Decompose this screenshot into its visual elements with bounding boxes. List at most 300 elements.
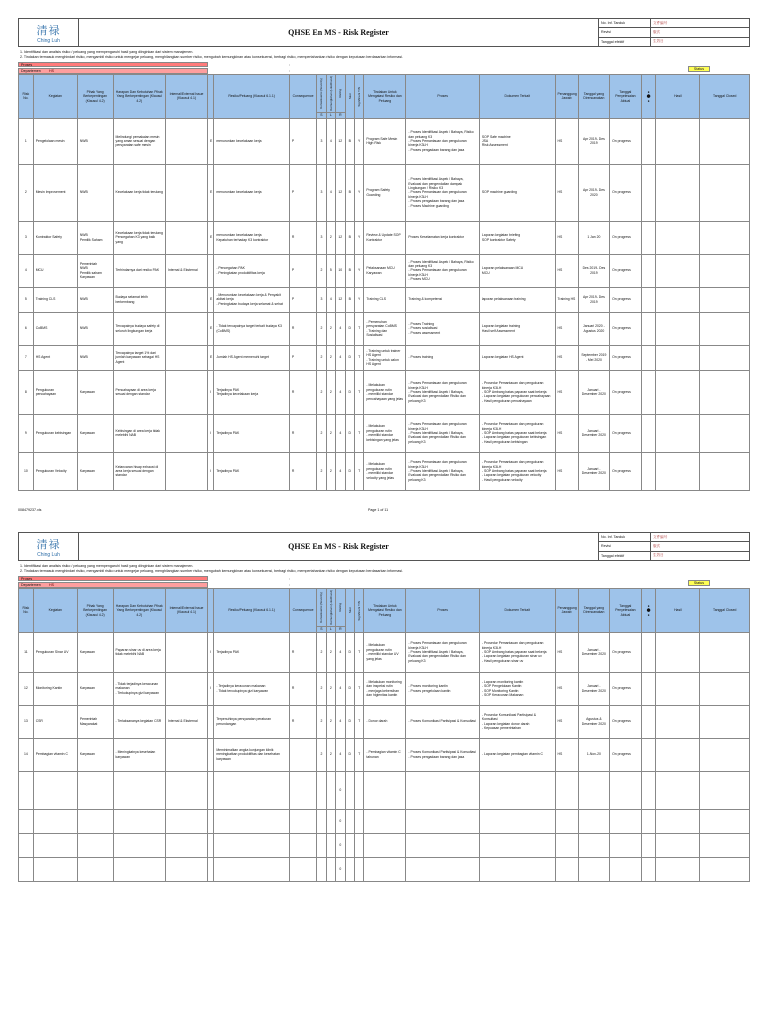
cell-empty: [555, 809, 578, 833]
cell-empty: [317, 857, 326, 881]
departemen-field: Departemen HS: [18, 68, 208, 74]
cell-mark: I: [208, 414, 214, 452]
cell-harapan: Budaya selamat lebih berkembang: [113, 287, 166, 312]
cell-tindakan: - Melakukan monitoring dan inspeksi rutin - menjaga kebersihan dan higienitas kantin: [364, 672, 406, 705]
cell-cons: P: [289, 287, 316, 312]
cell-r: 4: [336, 672, 345, 705]
cell-rencana: Januari - Desember 2020: [578, 632, 610, 672]
cell-mark: E: [208, 345, 214, 370]
cell-kegiatan: CoBMS: [33, 312, 77, 345]
cell-isu: [166, 632, 208, 672]
cell-pihak: Karyawan: [77, 414, 113, 452]
cell-no: 4: [19, 254, 34, 287]
cell-s: 2: [317, 705, 326, 738]
cell-no: 11: [19, 632, 34, 672]
cell-k: D: [345, 632, 354, 672]
cell-no: 7: [19, 345, 34, 370]
cell-empty: [700, 254, 750, 287]
cell-pj: HS: [555, 164, 578, 221]
table-row: [19, 118, 750, 164]
cell-empty: [700, 738, 750, 771]
table-row: [19, 738, 750, 771]
document-header-2: [18, 532, 750, 561]
cell-sig: T: [354, 414, 363, 452]
cell-k: B: [345, 221, 354, 254]
cell-rencana: 1-Nov-20: [578, 738, 610, 771]
risk-register-sheet-2: [18, 532, 750, 882]
cell-empty: [113, 771, 166, 809]
cell-no: 8: [19, 370, 34, 414]
cell-empty: [641, 254, 656, 287]
cell-dokumen: - Laporan monitoring kantin - SOP Pengelolaan Kantin - SOP Monitoring Kantin - SOP Keracunan Makanan: [479, 672, 555, 705]
cell-empty: [113, 857, 166, 881]
cell-harapan: Tercapainya target 1% dari jumlah karyawan sebagai HS Agent: [113, 345, 166, 370]
cell-r: 10: [336, 254, 345, 287]
cell-empty: [479, 833, 555, 857]
cell-empty: [700, 809, 750, 833]
cell-mark: E: [208, 221, 214, 254]
cell-sig: Y: [354, 254, 363, 287]
cell-r: 12: [336, 287, 345, 312]
cell-dokumen: SOP Safe machine JSA Risk Assessment: [479, 118, 555, 164]
cell-tindakan: - Melakukan pengukuran rutin - memiliki standar kebisingan yang jelas: [364, 414, 406, 452]
cell-aktual: On progress: [610, 672, 642, 705]
table-row: [19, 254, 750, 287]
cell-l: 4: [326, 164, 335, 221]
cell-l: 4: [326, 287, 335, 312]
cell-l: 5: [326, 254, 335, 287]
cell-proses: - Proses Identifikasi Aspek / Bahaya, Risiko dan peluang K3 - Proses Pemantauan dan pengukuran kinerja K3LH - Proses pengadaan barang dan jasa: [406, 118, 480, 164]
cell-empty: [289, 771, 316, 809]
cell-cons: R: [289, 672, 316, 705]
cell-pj: Training HS: [555, 287, 578, 312]
cell-harapan: Kecelakaan kerja tidak terulang: [113, 164, 166, 221]
cell-proses: - Proses Pemantauan dan pengukuran kinerja K3LH - Proses Identifikasi Aspek / Bahaya, Evaluasi dan pengendalian Risiko dan peluang K3: [406, 370, 480, 414]
cell-s: 3: [317, 164, 326, 221]
cell-k: D: [345, 672, 354, 705]
cell-harapan: Pencahayaan di area kerja sesuai dengan standar: [113, 370, 166, 414]
cell-pihak: Karyawan: [77, 452, 113, 490]
cell-empty: [656, 452, 700, 490]
cell-sig: T: [354, 738, 363, 771]
cell-dokumen: Laporan kegiatan training Hasil self Assessment: [479, 312, 555, 345]
cell-empty: [700, 221, 750, 254]
cell-proses: - Proses training: [406, 345, 480, 370]
notes-2: 1. Identifikasi dan analisis risiko / peluang yang mempengaruhi hasil yang diinginkan dari sistem manajemen. 2. Tindakan termasuk menghindari risiko, mengambil risiko untuk mengejar peluang, menghilangkan sumber risiko, mengubah kemungkinan atau konsekuensi, berbagi risiko, mempertahankan risiko dengan keputusan berdasarkan informasi.: [20, 564, 403, 573]
cell-kegiatan: Pengelolaan mesin: [33, 118, 77, 164]
cell-dokumen: SOP machine guarding: [479, 164, 555, 221]
cell-empty: [166, 771, 208, 809]
table-row: [19, 287, 750, 312]
cell-k: D: [345, 452, 354, 490]
cell-empty: [641, 705, 656, 738]
cell-dokumen: - Prosedur Pemantauan dan pengukuran kinerja K3LH - SOP Ambang batas paparan saat bekerja - Laporan kegiatan pengukuran kebisingan - Hasil pengukuran kebisingan: [479, 414, 555, 452]
cell-s: 2: [317, 345, 326, 370]
cell-empty: [641, 632, 656, 672]
cell-empty: [700, 705, 750, 738]
cell-isu: [166, 164, 208, 221]
cell-mark: E: [208, 118, 214, 164]
cell-cons: R: [289, 705, 316, 738]
cell-pihak: Karyawan: [77, 738, 113, 771]
cell-no: 3: [19, 221, 34, 254]
cell-risiko: menurunkan kecelakaan kerja: [214, 164, 290, 221]
cell-empty: [641, 809, 656, 833]
cell-empty: [19, 833, 34, 857]
table-row: [19, 312, 750, 345]
cell-empty: [700, 164, 750, 221]
cell-isu: [166, 370, 208, 414]
cell-aktual: On progress: [610, 370, 642, 414]
cell-empty: [700, 632, 750, 672]
cell-dokumen: - Prosedur Pemantauan dan pengukuran kinerja K3LH - SOP Ambang batas paparan saat bekerja - Laporan kegiatan pengukuran velocity - Hasil pengukuran velocity: [479, 452, 555, 490]
cell-cons: P: [289, 345, 316, 370]
cell-empty: [19, 857, 34, 881]
cell-aktual: On progress: [610, 345, 642, 370]
cell-cons: P: [289, 118, 316, 164]
cell-l: 2: [326, 414, 335, 452]
cell-kegiatan: CSR: [33, 705, 77, 738]
cell-pihak: Karyawan: [77, 632, 113, 672]
cell-tindakan: Review & Update SOP Kontraktor: [364, 221, 406, 254]
cell-empty: [578, 809, 610, 833]
cell-cons: P: [289, 254, 316, 287]
cell-dokumen: Laporan kegiatan briefing SOP kontraktor Safety: [479, 221, 555, 254]
document-meta-2: No. Inf. Tanduk 文件编号 Revisi 版次 Tanggal efektif 生效日: [599, 533, 749, 560]
cell-kegiatan: Mesin Improvement: [33, 164, 77, 221]
cell-aktual: On progress: [610, 254, 642, 287]
table-row: [19, 452, 750, 490]
cell-isu: [166, 672, 208, 705]
cell-empty: [345, 833, 354, 857]
status-icon-column: ● ⬤ ●: [641, 75, 656, 119]
cell-l: 2: [326, 452, 335, 490]
cell-k: D: [345, 705, 354, 738]
cell-k: B: [345, 287, 354, 312]
cell-empty: [214, 857, 290, 881]
cell-empty: [610, 833, 642, 857]
cell-empty: [479, 857, 555, 881]
cell-k: D: [345, 312, 354, 345]
cell-kegiatan: Pembagian vitamin C: [33, 738, 77, 771]
cell-empty: [33, 833, 77, 857]
cell-mark: I: [208, 672, 214, 705]
cell-empty: [656, 833, 700, 857]
company-logo-2: 清禄 Ching Luh: [19, 533, 79, 560]
cell-empty: [166, 833, 208, 857]
cell-empty: [656, 221, 700, 254]
cell-pj: HS: [555, 221, 578, 254]
cell-l: 2: [326, 221, 335, 254]
cell-proses: Proses Keselamatan kerja kontraktor: [406, 221, 480, 254]
cell-empty: [289, 833, 316, 857]
cell-empty: [656, 857, 700, 881]
cell-tindakan: - Melakukan pengukuran rutin - memiliki standar pencahayaan yang jelas: [364, 370, 406, 414]
cell-isu: [166, 312, 208, 345]
cell-empty: 0: [336, 857, 345, 881]
cell-pihak: Karyawan: [77, 370, 113, 414]
cell-aktual: On progress: [610, 118, 642, 164]
cell-empty: [700, 672, 750, 705]
cell-k: D: [345, 414, 354, 452]
cell-empty: [406, 833, 480, 857]
cell-isu: Internal & Eksternal: [166, 254, 208, 287]
cell-empty: [641, 672, 656, 705]
company-logo: 清禄 Ching Luh: [19, 19, 79, 46]
table-row: [19, 370, 750, 414]
cell-empty: [641, 833, 656, 857]
cell-empty: [345, 857, 354, 881]
cell-empty: [214, 809, 290, 833]
cell-empty: [700, 118, 750, 164]
cell-tindakan: Training CLS: [364, 287, 406, 312]
cell-isu: [166, 345, 208, 370]
cell-empty: [641, 287, 656, 312]
cell-harapan: - Terlaksananya kegiatan CSR: [113, 705, 166, 738]
cell-kegiatan: Pengukuran Velocity: [33, 452, 77, 490]
cell-empty: [700, 857, 750, 881]
cell-empty: [555, 771, 578, 809]
cell-rencana: Apr 2019- Des 2019: [578, 118, 610, 164]
cell-empty: [578, 857, 610, 881]
cell-tindakan: - Training untuk trainer HS Agent - Training untuk calon HS Agent: [364, 345, 406, 370]
cell-empty: 0: [336, 771, 345, 809]
cell-dokumen: - Prosedur Pemantauan dan pengukuran kinerja K3LH - SOP Ambang batas paparan saat bekerja - Laporan kegiatan pengukuran sinar uv - Hasil pengukuran sinar uv: [479, 632, 555, 672]
cell-isu: [166, 221, 208, 254]
table-row: [19, 632, 750, 672]
cell-empty: [33, 809, 77, 833]
cell-empty: [326, 809, 335, 833]
cell-aktual: On progress: [610, 705, 642, 738]
cell-empty: [33, 771, 77, 809]
cell-empty: [656, 312, 700, 345]
cell-harapan: Paparan sinar uv di area kerja tidak melebihi NAB: [113, 632, 166, 672]
cell-empty: [354, 771, 363, 809]
cell-pj: HS: [555, 118, 578, 164]
cell-isu: Internal & Eksternal: [166, 705, 208, 738]
cell-pj: HS: [555, 632, 578, 672]
cell-l: 2: [326, 705, 335, 738]
cell-aktual: On progress: [610, 452, 642, 490]
cell-empty: [364, 771, 406, 809]
cell-s: 2: [317, 632, 326, 672]
cell-dokumen: Laporan kegiatan HS Agent: [479, 345, 555, 370]
cell-k: B: [345, 254, 354, 287]
table-row: [19, 345, 750, 370]
cell-empty: [214, 771, 290, 809]
status-legend: Status: [688, 66, 710, 72]
cell-dokumen: laporan pelaksanaan training: [479, 287, 555, 312]
cell-harapan: Kecelakaan kerja tidak terulang Pencegahan K3 yang baik yang: [113, 221, 166, 254]
cell-mark: I: [208, 632, 214, 672]
cell-no: 14: [19, 738, 34, 771]
cell-empty: [656, 672, 700, 705]
cell-empty: [326, 771, 335, 809]
cell-no: 10: [19, 452, 34, 490]
cell-kegiatan: Pengukuran pencahayaan: [33, 370, 77, 414]
filter-bar-2: Proses Departemen HS : : Status: [18, 576, 750, 588]
cell-sig: T: [354, 452, 363, 490]
cell-empty: [641, 221, 656, 254]
cell-s: 3: [317, 118, 326, 164]
cell-empty: [641, 164, 656, 221]
notes: 1. Identifikasi dan analisis risiko / peluang yang mempengaruhi hasil yang diinginkan dari sistem manajemen. 2. Tindakan termasuk menghindari risiko, mengambil risiko untuk mengejar peluang, menghilangkan sumber risiko, mengubah kemungkinan atau konsekuensi, berbagi risiko, mempertahankan risiko dengan keputusan berdasarkan informasi.: [20, 50, 403, 59]
document-title-2: QHSE En MS - Risk Register: [79, 533, 599, 560]
cell-cons: R: [289, 370, 316, 414]
table-row: [19, 705, 750, 738]
cell-harapan: Melindungi pemakaian mesin yang aman sesuai dengan persyaratan safe mesin: [113, 118, 166, 164]
cell-tindakan: - Donor darah: [364, 705, 406, 738]
cell-s: 2: [317, 414, 326, 452]
cell-mark: E: [208, 287, 214, 312]
cell-tindakan: - Pemenuhan persyaratan CoBMS - Training dan Sosialisasi: [364, 312, 406, 345]
cell-l: 2: [326, 370, 335, 414]
cell-isu: [166, 738, 208, 771]
cell-empty: [555, 857, 578, 881]
cell-empty: [610, 809, 642, 833]
cell-empty: [479, 809, 555, 833]
cell-isu: [166, 414, 208, 452]
cell-cons: [289, 738, 316, 771]
cell-harapan: - Meningkatnya kesehatan karyawan: [113, 738, 166, 771]
cell-pj: HS: [555, 312, 578, 345]
cell-empty: [700, 414, 750, 452]
cell-empty: [326, 857, 335, 881]
cell-pihak: NWB: [77, 287, 113, 312]
page-footer: 008479237.xls Page 1 of 11: [18, 508, 389, 512]
cell-empty: [641, 771, 656, 809]
cell-empty: [656, 345, 700, 370]
cell-proses: - Proses Komunikasi Partisipasi & Konsultasi - Proses pengadaan barang dan jasa: [406, 738, 480, 771]
cell-risiko: Terjadinya PAK: [214, 632, 290, 672]
cell-kegiatan: Kontraktor Safety: [33, 221, 77, 254]
cell-risiko: menurunkan kecelakaan kerja Kepatuhan terhadap K3 kontraktor: [214, 221, 290, 254]
cell-tindakan: - Melakukan pengukuran rutin - memiliki standar velocity yang jelas: [364, 452, 406, 490]
cell-empty: [317, 771, 326, 809]
cell-empty: [610, 857, 642, 881]
cell-no: 13: [19, 705, 34, 738]
table-row-empty: [19, 809, 750, 833]
cell-mark: E: [208, 312, 214, 345]
cell-empty: [610, 771, 642, 809]
cell-pj: HS: [555, 452, 578, 490]
cell-sig: Y: [354, 164, 363, 221]
cell-pj: HS: [555, 254, 578, 287]
cell-proses: - Proses Identifikasi Aspek / Bahaya, Evaluasi dan pengendalian dampak Lingkungan / Risiko K3 - Proses Pemantauan dan pengukuran kinerja K3LH - Proses pengadaan barang dan jasa - Proses Machine guarding: [406, 164, 480, 221]
cell-risiko: - Terjadinya keracunan makanan - Tidak tercukupinya gizi karyawan: [214, 672, 290, 705]
cell-risiko: Jumlah HS Agent memenuhi target: [214, 345, 290, 370]
cell-sig: T: [354, 632, 363, 672]
cell-proses: Training & kompetensi: [406, 287, 480, 312]
cell-rencana: Apr 2019- Des 2019: [578, 287, 610, 312]
cell-harapan: - Tidak terjadinya keracunan makanan - Terkukupinya gizi karyawan: [113, 672, 166, 705]
cell-rencana: September 2019 - Mei 2020: [578, 345, 610, 370]
cell-harapan: Kelancaran hisap exhaust di area kerja sesuai dengan standar: [113, 452, 166, 490]
cell-no: 6: [19, 312, 34, 345]
cell-k: D: [345, 738, 354, 771]
cell-empty: [656, 370, 700, 414]
cell-empty: [700, 312, 750, 345]
cell-empty: [354, 857, 363, 881]
table-row-empty: [19, 771, 750, 809]
cell-pj: HS: [555, 672, 578, 705]
cell-empty: [77, 857, 113, 881]
cell-k: B: [345, 118, 354, 164]
cell-dokumen: - Prosedur Komunikasi Partisipasi & Konsultasi - Laporan kegiatan donor darah - Kepuasan pemerintahan: [479, 705, 555, 738]
cell-empty: [326, 833, 335, 857]
cell-empty: [406, 771, 480, 809]
cell-harapan: Tercapainya budaya safety di seluruh lingkungan kerja: [113, 312, 166, 345]
cell-k: D: [345, 345, 354, 370]
cell-risiko: - Pencegahan PAK - Peningkatan produktifitas kerja: [214, 254, 290, 287]
risk-table-2: Risk No. Kegiatan Pihak Yang Berkepentingan (Klausul 4.2) Harapan Dan Kebutuhan Pihak Yang Berkepentingan (Klausul 4.2) Internal/External Issue (Klausul 4.1) Resiko/Peluang (Klausul 6.1.1) Consequence Konsekuensi (Severity) Kemungkinan (Likelihood) Rating Skor Significant Y/N Tindakan Untuk Mengatasi Resiko dan Peluang Proses Dokumen Terkait Penanggung Jawab Tanggal yang Direncanakan Tanggal Penyelesaian Aktual ● ⬤ ● Hasil Tanggal Closed S L R 11 Pengukuran Sinar UV Karyawan Paparan sinar uv di area kerja tidak melebihi NAB I Terjadinya PAK R 2 2 4 D T - Melakukan pengukuran rutin - memiliki standar UV yang jelas - Proses Pemantauan dan pengukuran kinerja K3LH - Proses Identifikasi Aspek / Bahaya, Evaluasi dan pengendalian Risiko dan peluang K3 - Prosedur Pemantauan dan pengukuran kinerja K3LH - SOP Ambang batas paparan saat bekerja - Laporan kegiatan pengukuran sinar uv - Hasil pengukuran sinar uv HS Januari - Desember 2020 On progress 12 Monitoring Kantin Karyawan - Tidak terjadinya keracunan makanan - Terkukupinya gizi karyawan I - Terjadinya keracunan makanan - Tidak tercukupinya gizi karyawan R 2 2 4 D T - Melakukan monitoring dan inspeksi rutin - menjaga kebersihan dan higienitas kantin - Proses monitoring kantin - Proses pengelolaan kantin - Laporan monitoring kantin - SOP Pengelolaan Kantin - SOP Monitoring Kantin - SOP Keracunan Makanan HS Januari - Desember 2020 On progress 13 CSR Pemerintah Masyarakat - Terlaksananya kegiatan CSR Internal & Eksternal Terpenuhinya persyaratan peraturan perundangan R 2 2 4 D T - Donor darah - Proses Komunikasi Partisipasi & Konsultasi - Prosedur Komunikasi Partisipasi & Konsultasi - Laporan kegiatan donor darah - Kepuasan pemerintahan HS Agustus & Desember 2020 On progress 14 Pembagian vitamin C Karyawan - Meningkatnya kesehatan karyawan Meminimalkan angka kunjungan klinik meningkatkan produktifitas dan kesehatan karyawan 2 2 4 D T - Pembagian vitamin C tahunan - Proses Komunikasi Partisipasi & Konsultasi - Proses pengadaan barang dan jasa - Laporan kegiatan pembagian vitamin C HS 1-Nov-20 On progress 0 0 0 0: [18, 588, 750, 882]
cell-tindakan: Program Safe Mesin High Risk: [364, 118, 406, 164]
cell-r: 4: [336, 414, 345, 452]
cell-cons: R: [289, 452, 316, 490]
cell-mark: I: [208, 452, 214, 490]
cell-l: 4: [326, 118, 335, 164]
cell-aktual: On progress: [610, 738, 642, 771]
cell-no: 5: [19, 287, 34, 312]
cell-s: 2: [317, 254, 326, 287]
cell-s: 3: [317, 221, 326, 254]
cell-pihak: NWB: [77, 118, 113, 164]
cell-empty: [656, 632, 700, 672]
document-meta: No. Inf. Tanduk 文件编号 Revisi 版次 Tanggal efektif 生效日: [599, 19, 749, 46]
cell-empty: [656, 771, 700, 809]
cell-empty: [19, 771, 34, 809]
cell-risiko: - Tidak tercapainya target terkait budaya K3 (CoBMS): [214, 312, 290, 345]
cell-dokumen: - Laporan kegiatan pembagian vitamin C: [479, 738, 555, 771]
cell-empty: [406, 809, 480, 833]
cell-empty: [641, 452, 656, 490]
status-legend-2: Status: [688, 580, 710, 586]
filter-bar: Proses Departemen HS : : Status: [18, 62, 750, 74]
cell-empty: [656, 414, 700, 452]
cell-r: 12: [336, 164, 345, 221]
cell-isu: [166, 452, 208, 490]
cell-risiko: Terjadinya PAK Terjadinya kecelakaan kerja: [214, 370, 290, 414]
cell-empty: [656, 287, 700, 312]
cell-pj: HS: [555, 738, 578, 771]
risk-register-sheet-1: [18, 18, 750, 491]
cell-sig: Y: [354, 221, 363, 254]
cell-cons: R: [289, 414, 316, 452]
cell-empty: [578, 833, 610, 857]
cell-empty: [113, 833, 166, 857]
cell-empty: [214, 833, 290, 857]
cell-empty: [317, 809, 326, 833]
cell-empty: [656, 809, 700, 833]
cell-kegiatan: Pengukuran kebisingan: [33, 414, 77, 452]
cell-pihak: NWB: [77, 312, 113, 345]
cell-risiko: Terjadinya PAK: [214, 452, 290, 490]
table-row-empty: [19, 833, 750, 857]
cell-cons: R: [289, 632, 316, 672]
cell-empty: [364, 857, 406, 881]
cell-pihak: Pemerintah NWB Pemilik saham Karyawan: [77, 254, 113, 287]
cell-empty: [641, 738, 656, 771]
cell-mark: I: [208, 370, 214, 414]
cell-aktual: On progress: [610, 414, 642, 452]
cell-empty: [656, 738, 700, 771]
cell-kegiatan: MCU: [33, 254, 77, 287]
cell-proses: - Proses Komunikasi Partisipasi & Konsultasi: [406, 705, 480, 738]
cell-risiko: Meminimalkan angka kunjungan klinik meningkatkan produktifitas dan kesehatan karyawan: [214, 738, 290, 771]
cell-empty: [700, 833, 750, 857]
cell-empty: [656, 254, 700, 287]
cell-l: 2: [326, 632, 335, 672]
